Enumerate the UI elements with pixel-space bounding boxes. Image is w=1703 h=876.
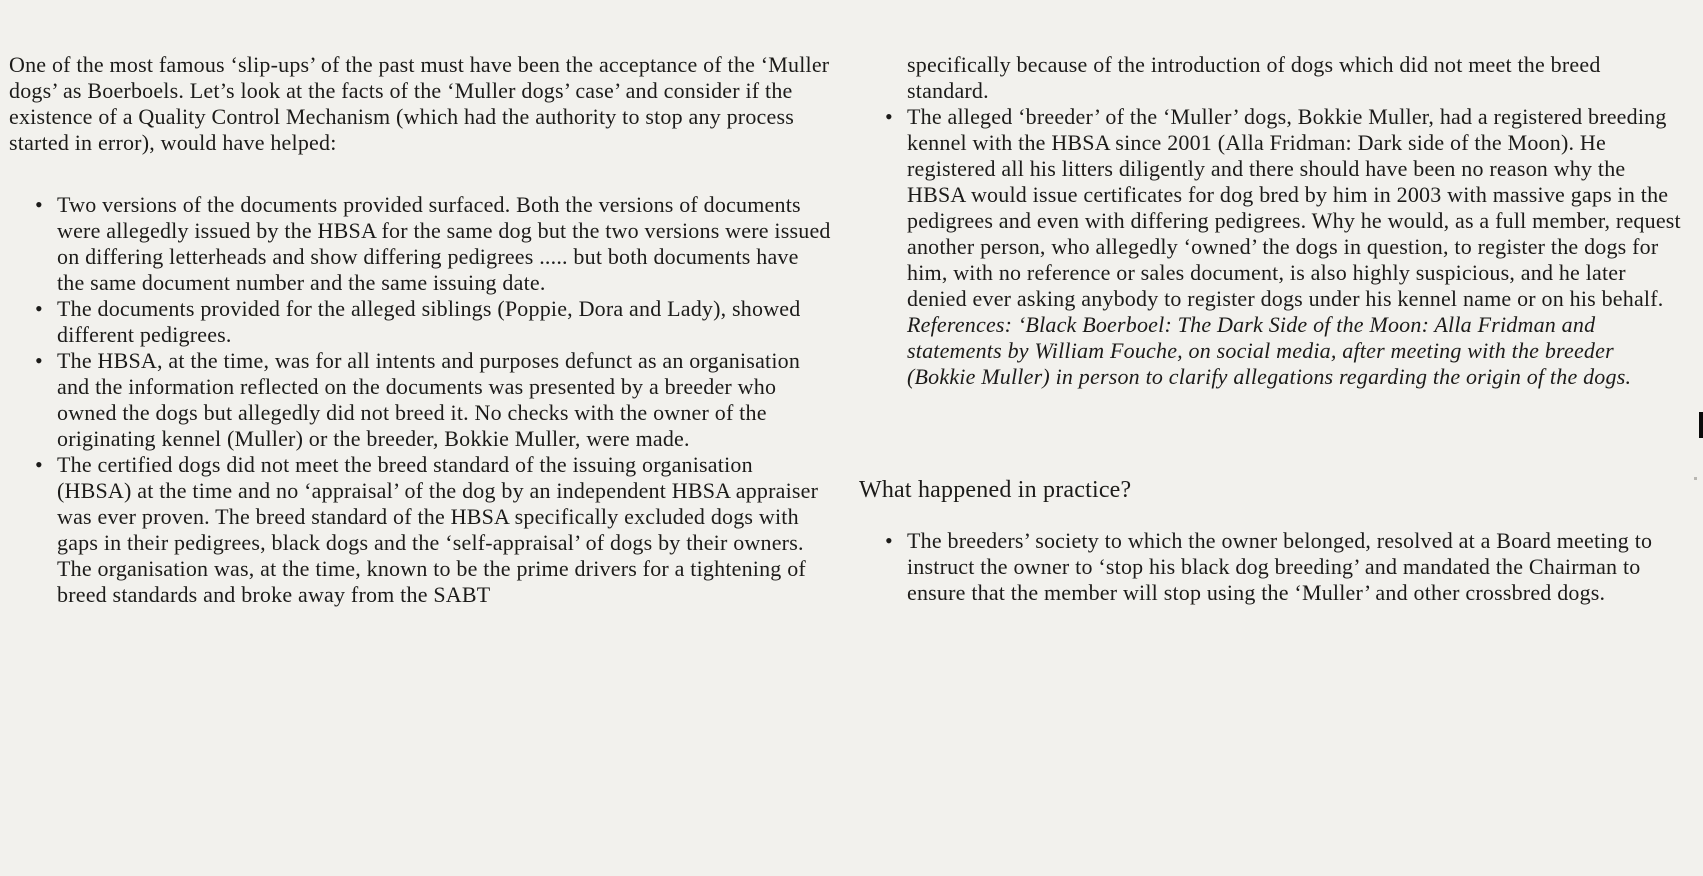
list-item: [859, 104, 1681, 390]
left-bullet-list: [9, 192, 831, 608]
scrollbar-thumb[interactable]: [1699, 412, 1703, 438]
intro-paragraph: One of the most famous ‘slip-ups’ of the past must have been the acceptance of the ‘Muller dogs’ as Boerboels. Let’s look at the facts of the ‘Muller dogs’ case’ and consider if the existence of a Quality Control Mechanism (which had the authority to stop any process started in error), would have helped:: [9, 52, 830, 155]
right-bullet-list: [859, 52, 1681, 390]
list-item-continuation: specifically because of the introduction of dogs which did not meet the breed standard.: [907, 52, 1601, 103]
section-heading: What happened in practice?: [859, 477, 1132, 503]
practice-bullet-list: [859, 528, 1681, 606]
list-item: • The documents provided for the alleged siblings (Poppie, Dora and Lady), showed different pedigrees.: [9, 296, 831, 348]
list-item-text: The alleged ‘breeder’ of the ‘Muller’ dogs, Bokkie Muller, had a registered breeding kennel with the HBSA since 2001 (Alla Fridman: Dark side of the Moon). He registered all his litters diligently and there should have been no reason why the HBSA would issue certificates for dog bred by him in 2003 with massive gaps in the pedigrees and even with differing pedigrees. Why he would, as a full member, request another person, who allegedly ‘owned’ the dogs in question, to register the dogs for him, with no reference or sales document, is also highly suspicious, and he later denied ever asking anybody to register dogs under his kennel name or on his behalf.: [907, 104, 1681, 311]
list-item: • The breeders’ society to which the owner belonged, resolved at a Board meeting to instruct the owner to ‘stop his black dog breeding’ and mandated the Chairman to ensure that the member will stop using the ‘Muller’ and other crossbred dogs.: [859, 528, 1681, 606]
screen-artifact-speck: [1694, 477, 1697, 480]
list-item: • The certified dogs did not meet the breed standard of the issuing organisation (HBSA) at the time and no ‘appraisal’ of the dog by an independent HBSA appraiser was ever proven. The breed standard of the HBSA specifically excluded dogs with gaps in their pedigrees, black dogs and the ‘self-appraisal’ of dogs by their owners. The organisation was, at the time, known to be the prime drivers for a tightening of breed standards and broke away from the SABT: [9, 452, 831, 608]
left-column: [9, 52, 831, 608]
list-item: • The HBSA, at the time, was for all intents and purposes defunct as an organisation and the information reflected on the documents was presented by a breeder who owned the dogs but allegedly did not breed it. No checks with the owner of the originating kennel (Muller) or the breeder, Bokkie Muller, were made.: [9, 348, 831, 452]
right-column: [859, 52, 1681, 608]
reference-note: References: ‘Black Boerboel: The Dark Side of the Moon: Alla Fridman and statements by William Fouche, on social media, after meeting with the breeder (Bokkie Muller) in person to clarify allegations regarding the origin of the dogs.: [907, 312, 1632, 389]
list-item: • Two versions of the documents provided surfaced. Both the versions of documents were allegedly issued by the HBSA for the same dog but the two versions were issued on differing letterheads and show differing pedigrees ..... but both documents have the same document number and the same issuing date.: [9, 192, 831, 296]
